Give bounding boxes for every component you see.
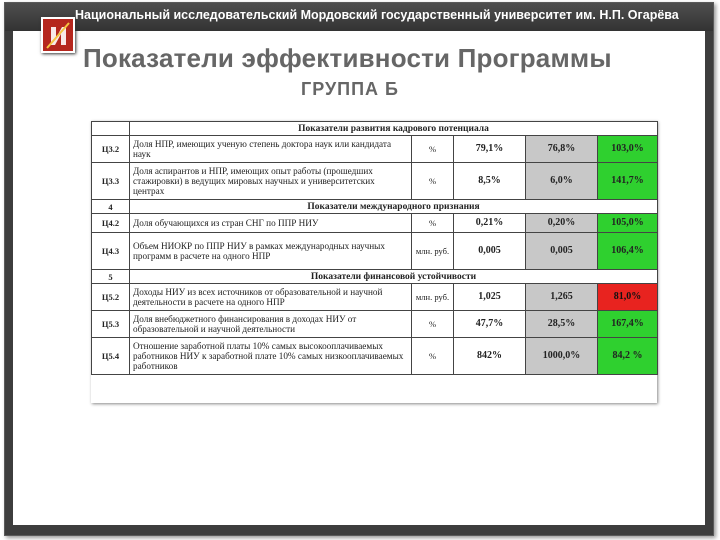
indicator-text: Объем НИОКР по ППР НИУ в рамках международных научных программ в расчете на одного НПР xyxy=(130,233,412,270)
table-row xyxy=(92,311,658,338)
indicator-unit: % xyxy=(412,311,454,338)
section-header-row xyxy=(92,122,658,136)
indicator-completion: 167,4% xyxy=(598,311,658,338)
indicator-text: Доля НПР, имеющих ученую степень доктора наук или кандидата наук xyxy=(130,136,412,163)
bottom-border xyxy=(5,525,713,535)
indicator-completion: 84,2 % xyxy=(598,338,658,375)
university-logo-icon xyxy=(41,17,75,53)
table-row xyxy=(92,163,658,200)
section-title: Показатели международного признания xyxy=(130,200,658,214)
table-row xyxy=(92,284,658,311)
indicator-plan: 28,5% xyxy=(526,311,598,338)
indicator-code: Ц5.2 xyxy=(92,284,130,311)
indicator-code: Ц3.2 xyxy=(92,136,130,163)
indicator-completion: 106,4% xyxy=(598,233,658,270)
indicator-plan: 0,20% xyxy=(526,214,598,233)
section-code: 5 xyxy=(92,270,130,284)
header-bar xyxy=(5,3,713,31)
left-border xyxy=(5,3,13,535)
indicator-unit: % xyxy=(412,163,454,200)
page-title: Показатели эффективности Программы xyxy=(83,43,612,73)
university-name: Национальный исследовательский Мордовский государственный университет им. Н.П. Огарёва xyxy=(75,8,679,22)
indicators-table xyxy=(91,121,658,375)
indicator-unit: млн. руб. xyxy=(412,233,454,270)
table-row xyxy=(92,214,658,233)
indicator-code: Ц4.3 xyxy=(92,233,130,270)
section-title: Показатели развития кадрового потенциала xyxy=(130,122,658,136)
indicator-text: Доля аспирантов и НПР, имеющих опыт работы (прошедших стажировки) в ведущих мировых научных и университетских центрах xyxy=(130,163,412,200)
section-header-row xyxy=(92,200,658,214)
indicator-text: Отношение заработной платы 10% самых высокооплачиваемых работников НИУ к заработной плате 10% самых низкооплачиваемых работников xyxy=(130,338,412,375)
indicator-completion: 103,0% xyxy=(598,136,658,163)
indicator-text: Доля обучающихся из стран СНГ по ППР НИУ xyxy=(130,214,412,233)
slide-frame xyxy=(4,2,714,536)
section-header-row xyxy=(92,270,658,284)
right-border xyxy=(705,3,713,535)
indicator-actual: 79,1% xyxy=(454,136,526,163)
indicator-actual: 0,005 xyxy=(454,233,526,270)
indicator-text: Доля внебюджетного финансирования в доходах НИУ от образовательной и научной деятельности xyxy=(130,311,412,338)
indicator-plan: 0,005 xyxy=(526,233,598,270)
indicator-code: Ц5.4 xyxy=(92,338,130,375)
section-title: Показатели финансовой устойчивости xyxy=(130,270,658,284)
indicator-code: Ц5.3 xyxy=(92,311,130,338)
indicator-plan: 1,265 xyxy=(526,284,598,311)
indicator-actual: 842% xyxy=(454,338,526,375)
section-code xyxy=(92,122,130,136)
indicator-completion: 141,7% xyxy=(598,163,658,200)
indicator-code: Ц3.3 xyxy=(92,163,130,200)
table-row xyxy=(92,338,658,375)
indicators-sheet xyxy=(91,121,657,403)
indicator-actual: 0,21% xyxy=(454,214,526,233)
indicator-plan: 1000,0% xyxy=(526,338,598,375)
indicator-completion: 81,0% xyxy=(598,284,658,311)
indicator-completion: 105,0% xyxy=(598,214,658,233)
page-subtitle: ГРУППА Б xyxy=(301,79,399,99)
indicator-plan: 6,0% xyxy=(526,163,598,200)
indicator-text: Доходы НИУ из всех источников от образовательной и научной деятельности в расчете на одного НПР xyxy=(130,284,412,311)
section-code: 4 xyxy=(92,200,130,214)
table-row xyxy=(92,136,658,163)
indicator-unit: % xyxy=(412,338,454,375)
indicator-actual: 47,7% xyxy=(454,311,526,338)
indicator-unit: % xyxy=(412,136,454,163)
indicator-code: Ц4.2 xyxy=(92,214,130,233)
indicator-unit: млн. руб. xyxy=(412,284,454,311)
table-row xyxy=(92,233,658,270)
indicator-actual: 8,5% xyxy=(454,163,526,200)
indicator-actual: 1,025 xyxy=(454,284,526,311)
indicator-unit: % xyxy=(412,214,454,233)
indicator-plan: 76,8% xyxy=(526,136,598,163)
